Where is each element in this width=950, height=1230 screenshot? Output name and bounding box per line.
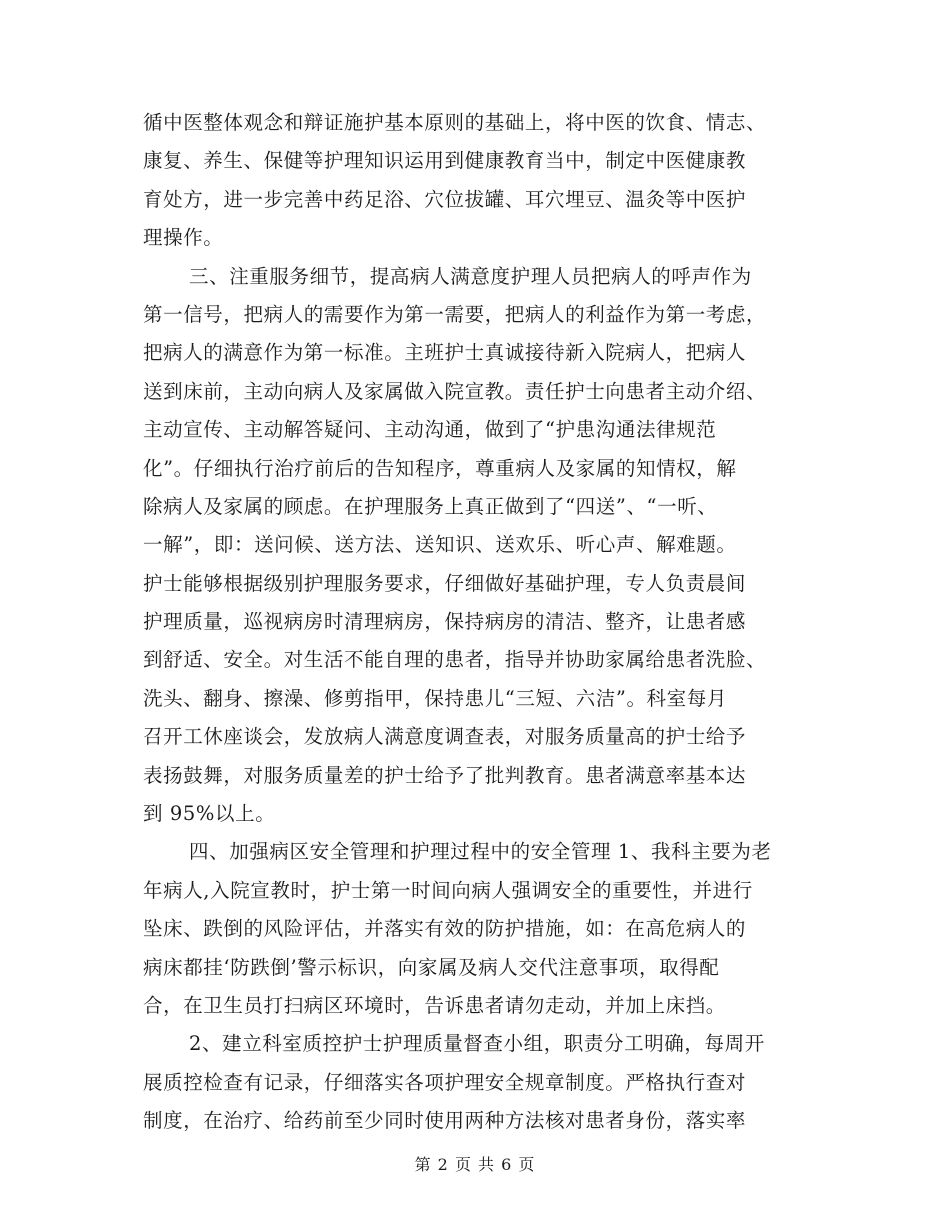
text-line: 一解”，即：送问候、送方法、送知识、送欢乐、听心声、解难题。	[143, 533, 737, 557]
text-line: 合，在卫生员打扫病区环境时，告诉患者请勿走动，并加上床挡。	[143, 993, 726, 1017]
text-line: 化”。仔细执行治疗前后的告知程序，尊重病人及家属的知情权，解	[143, 456, 737, 480]
text-line: 第一信号，把病人的需要作为第一需要，把病人的利益作为第一考虑，	[143, 302, 767, 326]
text-line: 送到床前，主动向病人及家属做入院宣教。责任护士向患者主动介绍、	[143, 379, 767, 403]
text-line: 三、注重服务细节，提高病人满意度护理人员把病人的呼声作为	[189, 264, 752, 288]
text-line: 循中医整体观念和辩证施护基本原则的基础上，将中医的饮食、情志、	[143, 111, 767, 134]
text-line: 展质控检查有记录，仔细落实各项护理安全规章制度。严格执行查对	[143, 1070, 747, 1094]
text-line: 主动宣传、主动解答疑问、主动沟通，做到了“护患沟通法律规范	[143, 418, 717, 442]
body-text	[143, 104, 803, 1141]
text-line: 表扬鼓舞，对服务质量差的护士给予了批判教育。患者满意率基本达	[143, 763, 747, 787]
text-line: 到舒适、安全。对生活不能自理的患者，指导并协助家属给患者洗脸、	[143, 648, 767, 672]
text-line: 康复、养生、保健等护理知识运用到健康教育当中，制定中医健康教	[143, 149, 747, 173]
text-line: 制度，在治疗、给药前至少同时使用两种方法核对患者身份，落实率	[143, 1109, 747, 1133]
text-line: 洗头、翻身、擦澡、修剪指甲，保持患儿“三短、六洁”。科室每月	[143, 686, 727, 710]
text-line: 把病人的满意作为第一标准。主班护士真诚接待新入院病人，把病人	[143, 341, 747, 365]
text-line: 坠床、跌倒的风险评估，并落实有效的防护措施，如：在高危病人的	[143, 917, 747, 941]
text-line: 四、加强病区安全管理和护理过程中的安全管理 1、我科主要为老	[189, 840, 772, 864]
text-line: 召开工休座谈会，发放病人满意度调查表，对服务质量高的护士给予	[143, 725, 747, 749]
text-line: 病床都挂‘防跌倒’警示标识，向家属及病人交代注意事项，取得配	[143, 955, 720, 979]
text-line: 护理质量，巡视病房时清理病房，保持病房的清洁、整齐，让患者感	[143, 610, 747, 634]
text-line: 理操作。	[143, 226, 224, 250]
text-line: 年病人,入院宣教时，护士第一时间向病人强调安全的重要性，并进行	[143, 878, 753, 902]
text-line: 到 95%以上。	[143, 802, 276, 826]
text-line: 育处方，进一步完善中药足浴、穴位拔罐、耳穴埋豆、温灸等中医护	[143, 187, 747, 211]
text-line: 2、建立科室质控护士护理质量督查小组，职责分工明确，每周开	[189, 1032, 765, 1056]
page-number-footer: 第 2 页 共 6 页	[414, 1155, 536, 1174]
text-line: 除病人及家属的顾虑。在护理服务上真正做到了“四送”、“一听、	[143, 494, 718, 518]
text-line: 护士能够根据级别护理服务要求，仔细做好基础护理，专人负责晨间	[143, 571, 747, 595]
